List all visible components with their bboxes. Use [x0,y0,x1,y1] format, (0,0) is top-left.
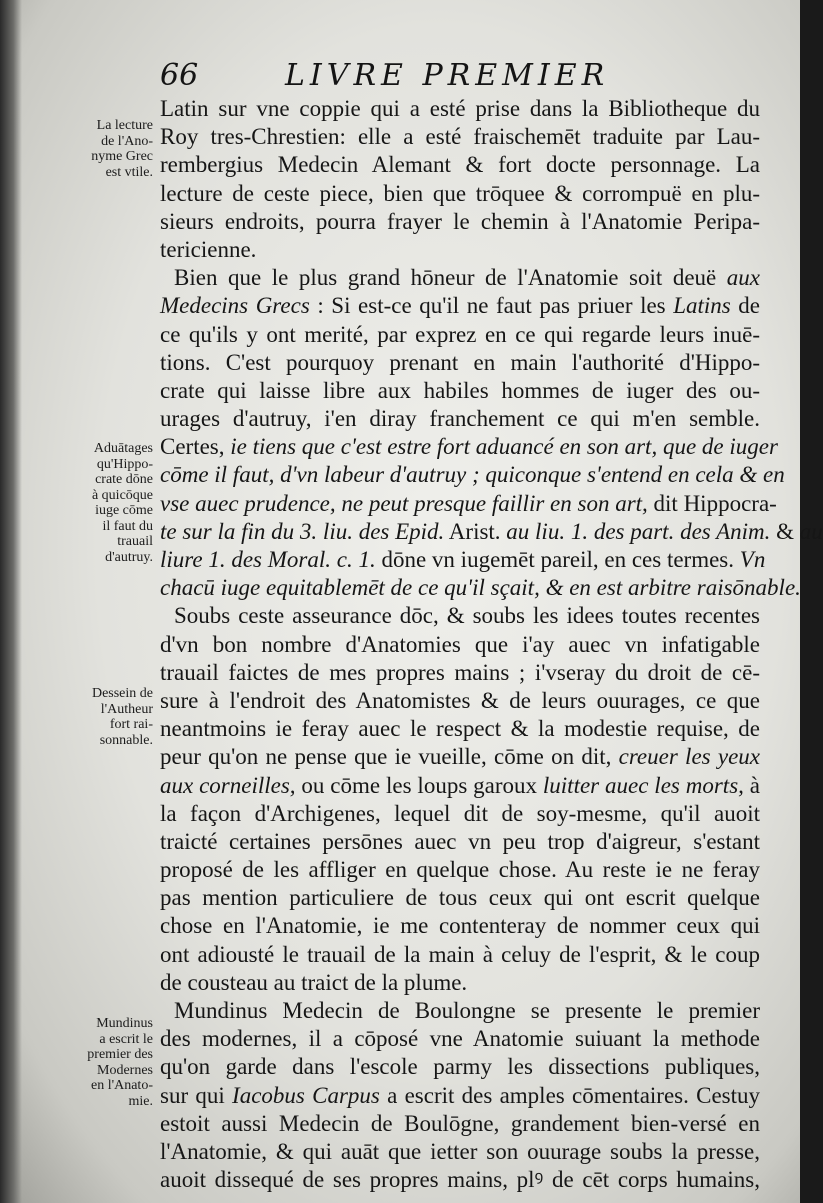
margin-note-line: iuge cōme [95,503,153,518]
italic-text-segment: chacū iuge equitablemēt de ce qu'il sçait, & en est arbitre raisōnable. [160,575,801,601]
margin-note-aduantages [58,441,153,565]
text-segment: lecture de ceste piece, bien que trōquee & corrompuë en plu- [160,180,760,206]
text-line [160,405,760,433]
text-segment: ont adiousté le trauail de la main à celuy de l'esprit, & le coup [160,941,760,967]
margin-note-line: est vtile. [105,164,153,180]
margin-note-line: à quicōque [91,487,153,503]
margin-note-line: crate dōne [95,472,153,487]
text-line [160,1166,760,1194]
text-line [160,997,760,1025]
text-line [160,349,760,377]
text-line [160,1138,760,1166]
margin-note-line: l'Autheur [100,701,153,717]
text-segment: estoit aussi Medecin de Boulōgne, grandement bien-versé en [160,1110,760,1136]
text-segment: a escrit des amples cōmentaires. Cestuy [379,1082,761,1108]
margin-note-line: nyme Grec [91,149,153,164]
text-segment: Arist. [444,518,507,544]
text-segment: trauail faictes de mes propres mains ; i'vseray du droit de cē- [160,659,760,685]
text-line [160,828,760,856]
margin-note-line: mie. [128,1093,153,1109]
body-text [160,95,823,1194]
text-segment: crate qui laisse libre aux habiles hommes de iuger des ou- [160,377,760,403]
margin-note-line: trauail [117,534,153,549]
margin-note-mundinus [58,1016,153,1109]
text-segment: neantmoins ie feray auec le respect & la modestie requise, de [160,716,760,742]
text-segment: tions. C'est pourquoy prenant en main l'authorité d'Hippo- [160,349,760,375]
margin-note-line: fort rai- [109,717,153,732]
text-segment: rembergius Medecin Alemant & fort docte personnage. La [160,152,760,178]
text-segment: ou cōme les loups garoux [295,772,543,798]
text-segment: ce qu'ils y ont merité, par exprez en ce qui regarde leurs inuē- [160,321,760,347]
italic-text-segment: te [160,518,177,544]
margin-note-lecture [58,118,153,180]
text-segment: sieurs endroits, pourra frayer le chemin à l'Anatomie Peripa- [160,208,760,234]
text-segment: qu'on garde dans l'escole parmy les dissections publiques, [160,1054,760,1080]
text-line [160,180,760,208]
margin-note-line: sonnable. [99,732,153,748]
text-line [160,95,760,123]
text-line [160,631,760,659]
text-segment: dōne vn iugemēt pareil, en ces termes. [375,547,740,572]
italic-text-segment: Iacobus Carpus [232,1082,380,1108]
text-line [160,490,777,518]
text-segment: auoit dissequé de ses propres mains, plꝰ de cēt corps humains, [160,1167,760,1193]
text-segment: Bien que le plus grand hōneur de l'Anatomie soit deuë [174,265,727,291]
margin-note-line: La lecture [96,118,153,133]
text-line [160,856,760,884]
text-segment: Mundinus Medecin de Boulongne se presente le premier [174,998,760,1023]
text-line [160,800,760,828]
text-line [160,602,760,630]
text-segment: Soubs ceste asseurance dōc, & soubs les idees toutes recentes [174,603,760,629]
text-segment: & [770,518,800,544]
text-line [160,1053,760,1081]
text-line [160,546,766,574]
text-segment: chose en l'Anatomie, ie me contenteray de nommer ceux qui [160,913,760,939]
text-line [160,151,760,179]
running-title: LIVRE PREMIER [285,58,610,93]
text-line [160,574,801,602]
text-segment: Latin sur vne coppie qui a esté prise dans la Bibliotheque du [160,96,760,121]
text-segment: tericienne. [160,236,257,262]
italic-text-segment: aux corneilles, [160,772,296,798]
text-line [160,236,760,264]
margin-note-line: il faut du [102,518,153,534]
italic-text-segment: Medecins Grecs [160,293,310,319]
italic-text-segment: luitter auec les morts, [542,772,744,798]
text-segment: pas mention particuliere de tous ceux qui ont escrit quelque [160,885,760,911]
text-line [160,659,760,687]
text-line [160,433,778,461]
text-line [160,321,760,349]
text-line [160,1025,760,1053]
text-line [160,208,760,236]
text-line [160,377,760,405]
text-segment: de [730,293,760,319]
text-line [160,912,760,940]
text-segment: Certes, [160,434,231,460]
margin-note-dessein [58,686,153,748]
text-segment: à [743,772,760,798]
text-segment: dit Hippocra- [647,490,777,516]
italic-text-segment: liure 1. des Moral. c. 1. [160,547,376,572]
margin-note-line: Aduātages [93,441,153,456]
text-line [160,743,760,771]
margin-note-line: de l'Ano- [101,133,153,149]
italic-text-segment: creuer les yeux [618,744,760,770]
margin-note-line: qu'Hippo- [96,456,153,472]
page-number: 66 [160,58,199,93]
italic-text-segment: vse auec prudence, ne peut presque faillir en son art, [160,490,648,516]
margin-note-line: Mundinus [96,1016,153,1031]
book-binding-shadow [0,0,22,1203]
italic-text-segment: Latins [673,293,731,319]
text-segment: la façon d'Archigenes, lequel dit de soy-mesme, qu'il auoit [160,800,760,826]
text-line [160,292,760,320]
text-segment: : Si est-ce qu'il ne faut pas priuer les [309,293,674,319]
margin-note-line: en l'Anato- [90,1078,153,1093]
text-line [160,687,760,715]
text-segment: peur qu'on ne pense que ie vueille, cōme on dit, [160,744,619,770]
italic-text-segment: ie tiens que c'est estre fort aduancé en son art, que de iuger [230,434,778,460]
italic-text-segment: Vn [739,547,766,572]
text-line [160,518,823,546]
margin-note-line: premier des [87,1047,153,1062]
text-segment: proposé de les affliger en quelque chose. Au reste ie ne feray [160,857,760,883]
text-line [160,1110,760,1138]
text-line [160,884,760,912]
page-header [160,58,680,98]
italic-text-segment: au liu. 1. des part. des Anim. [506,518,771,544]
margin-note-line: Modernes [97,1062,153,1078]
text-line [160,1082,760,1110]
margin-note-line: Dessein de [91,686,153,701]
italic-text-segment: au [799,518,823,544]
text-segment: traicté certaines persōnes auec vn peu trop d'aigreur, s'estant [160,828,760,854]
text-segment: des modernes, il a cōposé vne Anatomie suiuant la methode [160,1026,760,1052]
margin-note-line: d'autruy. [105,549,153,565]
text-line [160,461,785,489]
text-line [160,123,760,151]
text-segment: urages d'autruy, i'en diray franchement ce qui m'en semble. [160,406,760,432]
text-segment: sur qui [160,1082,233,1108]
margin-note-line: a escrit le [99,1031,153,1047]
text-segment: de cousteau au traict de la plume. [160,969,468,995]
text-line [160,772,760,800]
text-line [160,941,760,969]
italic-text-segment: cōme il faut, d'vn labeur d'autruy ; quiconque s'entend en cela & en [160,462,785,488]
italic-text-segment: aux [726,265,760,291]
text-segment: d'vn bon nombre d'Anatomies que i'ay auec vn infatigable [160,631,760,657]
italic-text-segment: sur la fin du 3. liu. des Epid. [182,518,445,544]
text-line [160,715,760,743]
text-line [160,264,760,292]
text-segment: Roy tres-Chrestien: elle a esté fraischemēt traduite par Lau- [160,124,760,150]
text-line [160,969,760,997]
text-segment: sure à l'endroit des Anatomistes & de leurs ouurages, ce que [160,687,760,713]
text-segment: l'Anatomie, & qui auāt que ietter son ouurage soubs la presse, [160,1138,760,1164]
